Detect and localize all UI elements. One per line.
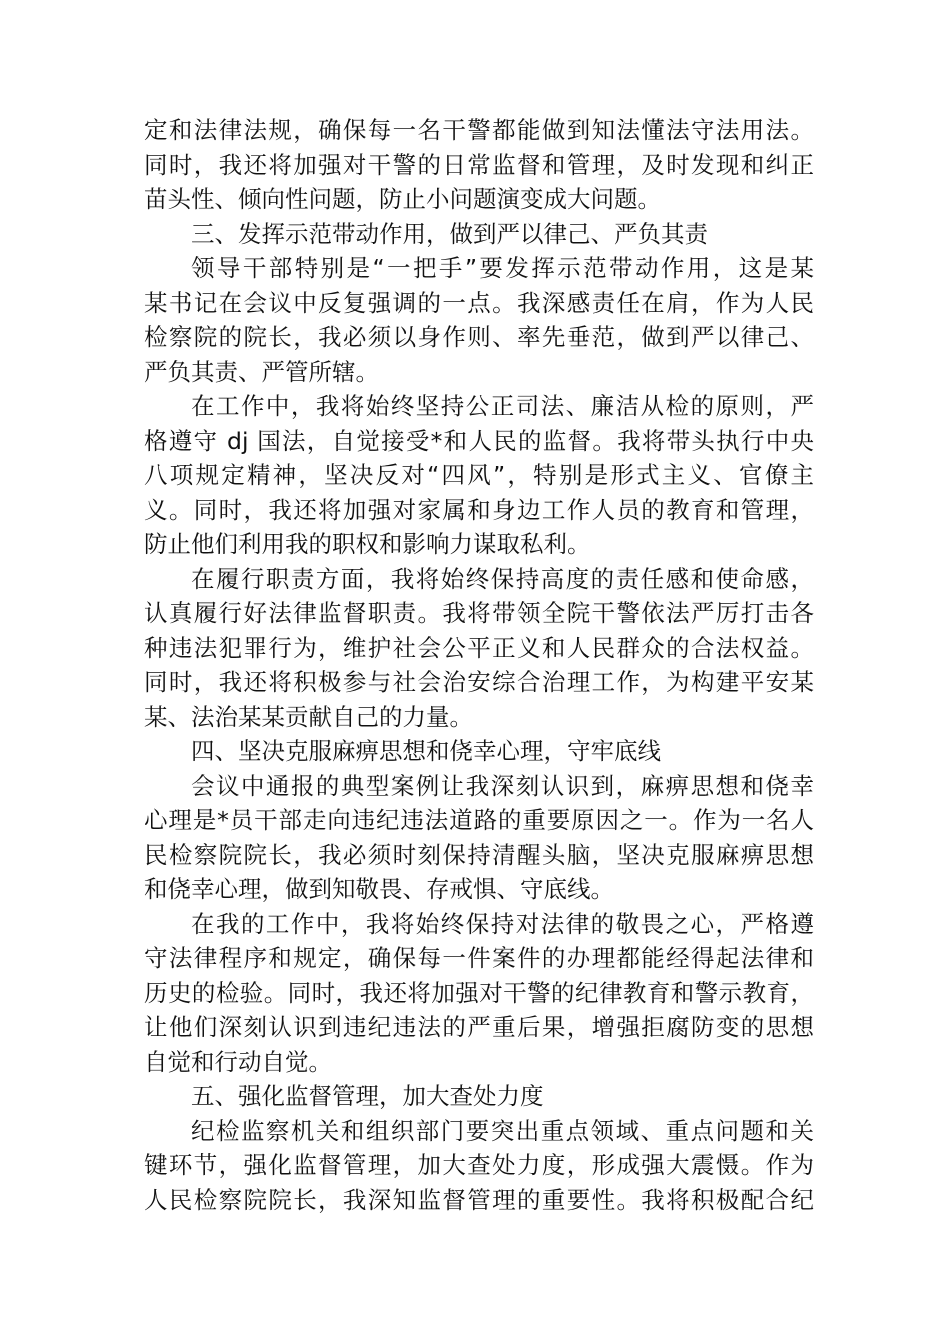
text-line: 在履行职责方面，我将始终保持高度的责任感和使命感， [191, 564, 814, 593]
section-heading: 三、发挥示范带动作用，做到严以律己、严负其责 [191, 219, 708, 248]
text-line: 种违法犯罪行为，维护社会公平正义和人民群众的合法权益。 [144, 633, 814, 662]
text-line: 历史的检验。同时，我还将加强对干警的纪律教育和警示教育， [144, 978, 814, 1007]
text-line: 在工作中，我将始终坚持公正司法、廉洁从检的原则，严 [191, 392, 814, 420]
text-line: 严负其责、严管所辖。 [144, 357, 379, 386]
text-line: 在我的工作中，我将始终保持对法律的敬畏之心，严格遵 [191, 909, 814, 938]
text-line: 某书记在会议中反复强调的一点。我深感责任在肩，作为人民 [144, 288, 814, 317]
text-line: 检察院的院长，我必须以身作则、率先垂范，做到严以律己、 [144, 323, 814, 351]
text-line: 防止他们利用我的职权和影响力谋取私利。 [144, 530, 591, 558]
section-heading: 五、强化监督管理，加大查处力度 [191, 1082, 544, 1110]
text-line: 自觉和行动自觉。 [144, 1047, 332, 1076]
document-body [144, 113, 814, 1217]
text-line: 格遵守 dj 国法，自觉接受*和人民的监督。我将带头执行中央 [144, 426, 814, 455]
text-line: 苗头性、倾向性问题，防止小问题演变成大问题。 [144, 185, 661, 213]
text-line: 和侥幸心理，做到知敬畏、存戒惧、守底线。 [144, 875, 614, 903]
text-line: 同时，我还将加强对干警的日常监督和管理，及时发现和纠正 [144, 150, 814, 179]
text-line: 某、法治某某贡献自己的力量。 [144, 702, 473, 731]
text-line: 义。同时，我还将加强对家属和身边工作人员的教育和管理， [144, 495, 814, 524]
text-line: 民检察院院长，我必须时刻保持清醒头脑，坚决克服麻痹思想 [144, 840, 814, 869]
text-line: 心理是*员干部走向违纪违法道路的重要原因之一。作为一名人 [144, 806, 814, 834]
section-heading: 四、坚决克服麻痹思想和侥幸心理，守牢底线 [191, 737, 661, 765]
text-line: 定和法律法规，确保每一名干警都能做到知法懂法守法用法。 [144, 116, 814, 144]
text-line: 键环节，强化监督管理，加大查处力度，形成强大震慑。作为 [144, 1151, 814, 1179]
text-line: 让他们深刻认识到违纪违法的严重后果，增强拒腐防变的思想 [144, 1013, 814, 1041]
text-line: 人民检察院院长，我深知监督管理的重要性。我将积极配合纪 [144, 1185, 814, 1214]
text-line: 会议中通报的典型案例让我深刻认识到，麻痹思想和侥幸 [191, 771, 814, 800]
text-line: 守法律程序和规定，确保每一件案件的办理都能经得起法律和 [144, 944, 814, 972]
text-line: 八项规定精神，坚决反对“四风”，特别是形式主义、官僚主 [144, 461, 814, 489]
text-line: 同时，我还将积极参与社会治安综合治理工作，为构建平安某 [144, 668, 814, 696]
text-line: 认真履行好法律监督职责。我将带领全院干警依法严厉打击各 [144, 599, 814, 627]
text-line: 领导干部特别是“一把手”要发挥示范带动作用，这是某 [191, 254, 814, 282]
text-line: 纪检监察机关和组织部门要突出重点领域、重点问题和关 [191, 1116, 814, 1145]
